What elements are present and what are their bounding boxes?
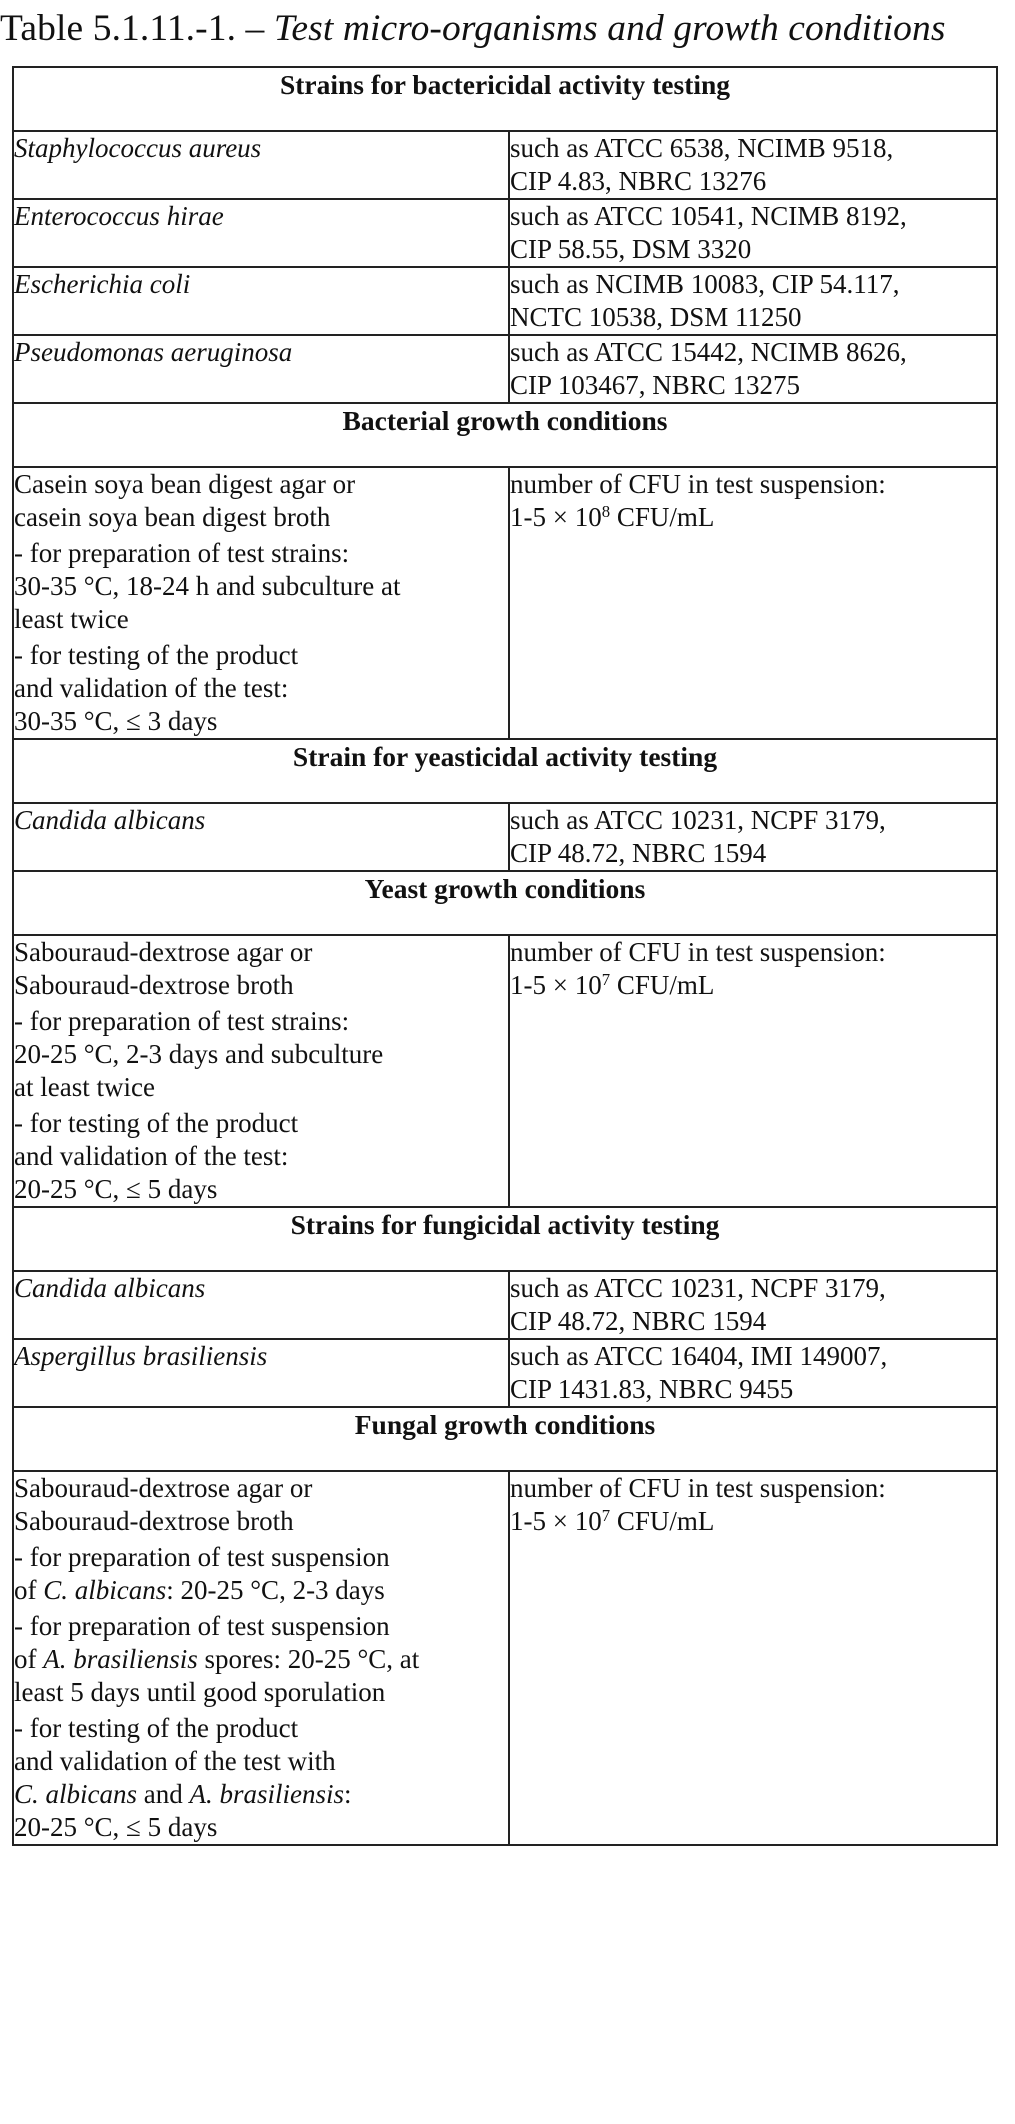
testing-condition	[14, 639, 508, 738]
section-heading-fungal-growth: Fungal growth conditions	[13, 1407, 997, 1471]
species-name: Candida albicans	[14, 1273, 206, 1303]
species-cell	[13, 199, 509, 267]
section-header-row	[13, 871, 997, 935]
species-name: Pseudomonas aeruginosa	[14, 337, 293, 367]
section-heading-yeast-growth: Yeast growth conditions	[13, 871, 997, 935]
candida-preparation-condition	[14, 1541, 508, 1607]
strain-codes-line: such as NCIMB 10083, CIP 54.117,	[510, 269, 900, 299]
species-cell	[13, 1271, 509, 1339]
table-row	[13, 1471, 997, 1845]
strain-codes-cell	[509, 335, 997, 403]
strain-codes-line: such as ATCC 6538, NCIMB 9518,	[510, 133, 894, 163]
table-row	[13, 1339, 997, 1407]
species-name: A. brasiliensis	[43, 1644, 198, 1674]
condition-line: 30-35 °C, 18-24 h and subculture at	[14, 571, 401, 601]
cfu-exponent: 7	[601, 969, 611, 989]
condition-line: - for preparation of test strains:	[14, 538, 350, 568]
condition-line: - for preparation of test suspension	[14, 1611, 390, 1641]
cfu-label: number of CFU in test suspension:	[510, 1473, 886, 1503]
species-cell	[13, 335, 509, 403]
condition-line	[14, 1778, 508, 1811]
media-line: Casein soya bean digest agar or	[14, 469, 356, 499]
species-name: Candida albicans	[14, 805, 206, 835]
cfu-value-base: 1-5 × 10	[510, 970, 602, 1000]
species-name: Enterococcus hirae	[14, 201, 224, 231]
cfu-value	[510, 969, 996, 1002]
table-caption	[0, 6, 1015, 52]
text-segment: of	[14, 1644, 44, 1674]
cfu-unit: CFU/mL	[610, 970, 715, 1000]
strain-codes-line: CIP 48.72, NBRC 1594	[510, 838, 767, 868]
text-segment: :	[344, 1779, 352, 1809]
table-row	[13, 199, 997, 267]
media-line: Sabouraud-dextrose agar or	[14, 1473, 313, 1503]
preparation-condition	[14, 537, 508, 636]
text-segment: : 20-25 °C, 2-3 days	[166, 1575, 385, 1605]
table-row	[13, 467, 997, 739]
strain-codes-line: CIP 48.72, NBRC 1594	[510, 1306, 767, 1336]
condition-line: 20-25 °C, ≤ 5 days	[14, 1174, 218, 1204]
growth-conditions-cell	[13, 935, 509, 1207]
table-row	[13, 131, 997, 199]
species-name: Escherichia coli	[14, 269, 191, 299]
cfu-unit: CFU/mL	[610, 502, 715, 532]
condition-line: and validation of the test with	[14, 1746, 336, 1776]
section-header-row	[13, 739, 997, 803]
condition-line: 30-35 °C, ≤ 3 days	[14, 706, 218, 736]
strain-codes-line: CIP 103467, NBRC 13275	[510, 370, 801, 400]
species-name: Staphylococcus aureus	[14, 133, 262, 163]
cfu-label: number of CFU in test suspension:	[510, 937, 886, 967]
table-row	[13, 803, 997, 871]
media-line: casein soya bean digest broth	[14, 502, 331, 532]
species-name: A. brasiliensis	[189, 1779, 345, 1809]
strain-codes-line: CIP 1431.83, NBRC 9455	[510, 1374, 794, 1404]
preparation-condition	[14, 1005, 508, 1104]
media-line: Sabouraud-dextrose agar or	[14, 937, 313, 967]
strain-codes-line: such as ATCC 10231, NCPF 3179,	[510, 805, 886, 835]
strain-codes-cell	[509, 1271, 997, 1339]
strain-codes-line: CIP 4.83, NBRC 13276	[510, 166, 767, 196]
cfu-value	[510, 501, 996, 534]
text-segment: spores: 20-25 °C, at	[197, 1644, 420, 1674]
species-cell	[13, 803, 509, 871]
text-segment: of	[14, 1575, 44, 1605]
section-heading-fungicidal: Strains for fungicidal activity testing	[13, 1207, 997, 1271]
strain-codes-line: CIP 58.55, DSM 3320	[510, 234, 752, 264]
condition-line: least twice	[14, 604, 129, 634]
section-header-row	[13, 1207, 997, 1271]
table-row	[13, 267, 997, 335]
text-segment: and	[137, 1779, 190, 1809]
section-heading-bacterial-growth: Bacterial growth conditions	[13, 403, 997, 467]
condition-line: at least twice	[14, 1072, 155, 1102]
cfu-exponent: 8	[601, 501, 611, 521]
condition-line: 20-25 °C, 2-3 days and subculture	[14, 1039, 384, 1069]
table-row	[13, 935, 997, 1207]
test-microorganisms-table	[12, 66, 998, 1846]
species-cell	[13, 131, 509, 199]
media-line: Sabouraud-dextrose broth	[14, 1506, 294, 1536]
section-heading-bactericidal: Strains for bactericidal activity testing	[13, 67, 997, 131]
condition-line: 20-25 °C, ≤ 5 days	[14, 1812, 218, 1842]
species-cell	[13, 267, 509, 335]
species-name: Aspergillus brasiliensis	[14, 1341, 268, 1371]
section-header-row	[13, 67, 997, 131]
strain-codes-line: such as ATCC 15442, NCIMB 8626,	[510, 337, 907, 367]
media-line: Sabouraud-dextrose broth	[14, 970, 294, 1000]
cfu-cell	[509, 1471, 997, 1845]
condition-line	[14, 1643, 508, 1676]
testing-condition	[14, 1107, 508, 1206]
strain-codes-cell	[509, 1339, 997, 1407]
strain-codes-line: NCTC 10538, DSM 11250	[510, 302, 802, 332]
strain-codes-cell	[509, 199, 997, 267]
cfu-value-base: 1-5 × 10	[510, 502, 602, 532]
caption-title: Test micro-organisms and growth conditions	[273, 8, 946, 49]
table-row	[13, 335, 997, 403]
cfu-unit: CFU/mL	[610, 1506, 715, 1536]
caption-label: Table 5.1.11.-1. –	[0, 8, 265, 49]
cfu-exponent: 7	[601, 1505, 611, 1525]
condition-line: and validation of the test:	[14, 673, 289, 703]
cfu-label: number of CFU in test suspension:	[510, 469, 886, 499]
condition-line: - for testing of the product	[14, 640, 299, 670]
strain-codes-line: such as ATCC 10231, NCPF 3179,	[510, 1273, 886, 1303]
strain-codes-cell	[509, 131, 997, 199]
section-heading-yeasticidal: Strain for yeasticidal activity testing	[13, 739, 997, 803]
cfu-value-base: 1-5 × 10	[510, 1506, 602, 1536]
table-row	[13, 1271, 997, 1339]
growth-conditions-cell	[13, 1471, 509, 1845]
condition-line: - for testing of the product	[14, 1108, 299, 1138]
aspergillus-preparation-condition	[14, 1610, 508, 1709]
strain-codes-cell	[509, 267, 997, 335]
cfu-value	[510, 1505, 996, 1538]
condition-line: - for preparation of test strains:	[14, 1006, 350, 1036]
strain-codes-line: such as ATCC 10541, NCIMB 8192,	[510, 201, 907, 231]
section-header-row	[13, 1407, 997, 1471]
growth-conditions-cell	[13, 467, 509, 739]
condition-line	[14, 1574, 508, 1607]
strain-codes-cell	[509, 803, 997, 871]
species-name: C. albicans	[14, 1779, 138, 1809]
condition-line: and validation of the test:	[14, 1141, 289, 1171]
strain-codes-line: such as ATCC 16404, IMI 149007,	[510, 1341, 888, 1371]
species-name: C. albicans	[43, 1575, 167, 1605]
testing-condition	[14, 1712, 508, 1844]
section-header-row	[13, 403, 997, 467]
cfu-cell	[509, 935, 997, 1207]
condition-line: least 5 days until good sporulation	[14, 1677, 386, 1707]
condition-line: - for preparation of test suspension	[14, 1542, 390, 1572]
condition-line: - for testing of the product	[14, 1713, 299, 1743]
cfu-cell	[509, 467, 997, 739]
species-cell	[13, 1339, 509, 1407]
